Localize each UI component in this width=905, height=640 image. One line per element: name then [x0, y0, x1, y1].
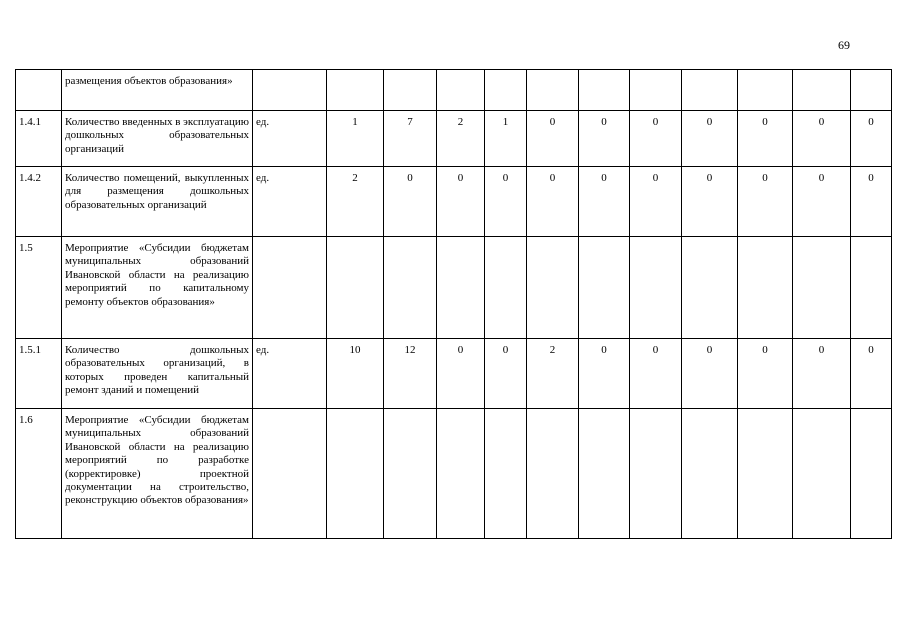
value-cell: 2: [527, 339, 579, 409]
row-number-cell: 1.5: [16, 237, 62, 339]
value-cell: 0: [384, 167, 437, 237]
value-cell: [793, 237, 851, 339]
value-cell: 0: [851, 339, 892, 409]
value-cell: [579, 70, 630, 111]
value-cell: 10: [327, 339, 384, 409]
indicators-table: [15, 69, 892, 539]
value-cell: 2: [437, 111, 485, 167]
table-row: [16, 237, 892, 339]
value-cell: 0: [579, 339, 630, 409]
value-cell: 0: [437, 167, 485, 237]
page-number: 69: [838, 38, 850, 52]
value-cell: 0: [851, 167, 892, 237]
value-cell: 0: [579, 167, 630, 237]
indicator-name-cell: [62, 167, 253, 237]
value-cell: [793, 409, 851, 539]
indicator-name-cell: [62, 111, 253, 167]
value-cell: [384, 237, 437, 339]
value-cell: [851, 70, 892, 111]
value-cell: [437, 70, 485, 111]
unit-cell: ед.: [253, 339, 327, 409]
table-row: [16, 70, 892, 111]
indicator-name-text: Количество дошкольных образовательных организаций, в которых проведен капитальный ремонт зданий и помещений: [65, 344, 249, 397]
value-cell: [527, 409, 579, 539]
value-cell: [630, 237, 682, 339]
row-number-cell: 1.4.2: [16, 167, 62, 237]
value-cell: 0: [738, 111, 793, 167]
table-row: [16, 167, 892, 237]
value-cell: [327, 237, 384, 339]
value-cell: [384, 409, 437, 539]
value-cell: 0: [527, 111, 579, 167]
unit-cell: ед.: [253, 111, 327, 167]
value-cell: 0: [682, 167, 738, 237]
value-cell: [384, 70, 437, 111]
indicator-name-cell: [62, 237, 253, 339]
value-cell: [793, 70, 851, 111]
value-cell: 0: [579, 111, 630, 167]
value-cell: 0: [738, 167, 793, 237]
value-cell: [485, 409, 527, 539]
indicator-name-text: Количество помещений, выкупленных для размещения дошкольных образовательных организаций: [65, 172, 249, 211]
value-cell: [682, 237, 738, 339]
value-cell: 0: [485, 167, 527, 237]
value-cell: [527, 70, 579, 111]
value-cell: [738, 70, 793, 111]
value-cell: 0: [485, 339, 527, 409]
table-row: [16, 409, 892, 539]
indicator-name-text: Количество введенных в эксплуатацию дошкольных образовательных организаций: [65, 116, 249, 155]
value-cell: 0: [682, 111, 738, 167]
value-cell: [682, 409, 738, 539]
value-cell: [437, 409, 485, 539]
value-cell: 0: [738, 339, 793, 409]
indicator-name-cell: [62, 409, 253, 539]
value-cell: 0: [630, 111, 682, 167]
value-cell: [738, 409, 793, 539]
value-cell: [851, 237, 892, 339]
value-cell: [630, 70, 682, 111]
unit-cell: [253, 409, 327, 539]
value-cell: [327, 409, 384, 539]
value-cell: 0: [437, 339, 485, 409]
indicator-name-cell: [62, 70, 253, 111]
value-cell: 0: [851, 111, 892, 167]
value-cell: 0: [793, 339, 851, 409]
row-number-cell: 1.5.1: [16, 339, 62, 409]
value-cell: 0: [682, 339, 738, 409]
value-cell: 0: [793, 111, 851, 167]
value-cell: 12: [384, 339, 437, 409]
row-number-cell: 1.4.1: [16, 111, 62, 167]
value-cell: 0: [630, 167, 682, 237]
value-cell: 2: [327, 167, 384, 237]
value-cell: 0: [793, 167, 851, 237]
value-cell: [527, 237, 579, 339]
row-number-cell: [16, 70, 62, 111]
value-cell: 7: [384, 111, 437, 167]
value-cell: [630, 409, 682, 539]
indicator-name-text: Мероприятие «Субсидии бюджетам муниципальных образований Ивановской области на реализацию мероприятий по разработке (корректировке) проектной документации на строительство, реконструкцию объектов образования»: [65, 414, 249, 507]
unit-cell: ед.: [253, 167, 327, 237]
indicator-name-text: Мероприятие «Субсидии бюджетам муниципальных образований Ивановской области на реализацию мероприятий по капитальному ремонту объектов образования»: [65, 242, 249, 308]
row-number-cell: 1.6: [16, 409, 62, 539]
indicator-name-text: размещения объектов образования»: [65, 75, 233, 87]
value-cell: [579, 409, 630, 539]
value-cell: [738, 237, 793, 339]
value-cell: [437, 237, 485, 339]
value-cell: 0: [527, 167, 579, 237]
unit-cell: [253, 70, 327, 111]
unit-cell: [253, 237, 327, 339]
value-cell: 1: [485, 111, 527, 167]
table-row: [16, 111, 892, 167]
value-cell: [485, 70, 527, 111]
value-cell: [682, 70, 738, 111]
indicator-name-cell: [62, 339, 253, 409]
value-cell: [851, 409, 892, 539]
value-cell: [327, 70, 384, 111]
value-cell: [579, 237, 630, 339]
table-row: [16, 339, 892, 409]
value-cell: 0: [630, 339, 682, 409]
value-cell: 1: [327, 111, 384, 167]
value-cell: [485, 237, 527, 339]
